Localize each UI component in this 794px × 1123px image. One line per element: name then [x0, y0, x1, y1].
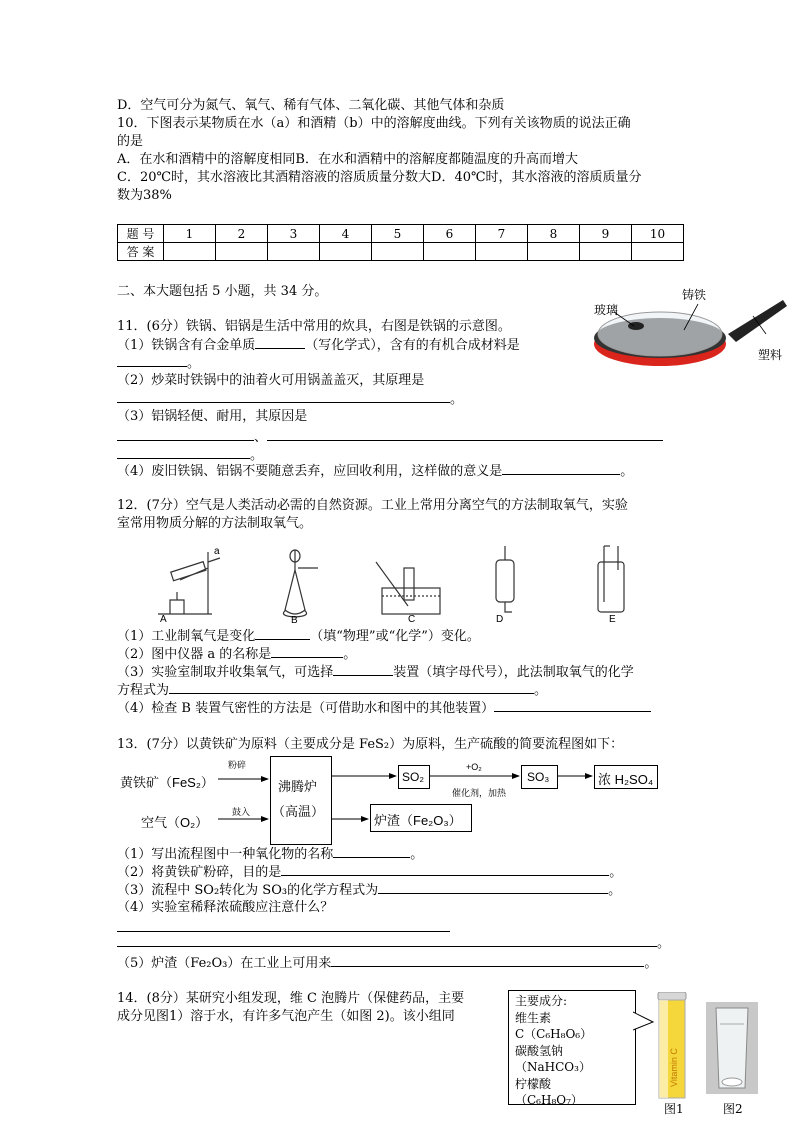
answer-table-answer-row — [118, 243, 684, 261]
q13-part5 — [117, 954, 657, 972]
answer-blank[interactable] — [117, 354, 187, 367]
answer-blank[interactable] — [117, 428, 254, 441]
ingredient-citric-acid-formula: （C₆H₈O₇） — [515, 1093, 583, 1105]
label-A: A — [160, 614, 167, 625]
q-number-cell: 10 — [632, 225, 684, 243]
q14-line2: 成分见图1）溶于水，有许多气泡产生（如图 2)。该小组同 — [117, 1009, 455, 1024]
answer-cell[interactable] — [372, 243, 424, 261]
ingredient-vitamin-formula: C（C₆H₈O₆） — [515, 1027, 593, 1041]
q10-stem-line1: 10．下图表示某物质在水（a）和酒精（b）中的溶解度曲线。下列有关该物质的说法正确 — [117, 116, 631, 131]
answer-blank[interactable] — [255, 336, 305, 349]
answer-table-number-row — [118, 225, 684, 243]
flow-o2: +O₂ — [466, 762, 482, 772]
ingredient-bicarbonate: 碳酸氢钠 — [515, 1043, 564, 1058]
q13-p2-end: 。 — [609, 865, 623, 880]
q12-p3-text-b: 装置（填字母代号），此法制取氧气的化学 — [393, 665, 634, 680]
q12-p3-end: 。 — [534, 683, 548, 698]
flow-air: 空气（O₂） — [141, 815, 209, 830]
q13-stem: 13．(7分）以黄铁矿为原料（主要成分是 FeS₂）为原料，生产硫酸的简要流程图如下： — [117, 737, 624, 752]
q13-p4-end: 。 — [657, 936, 671, 951]
flow-slag: 炉渣（Fe₂O₃） — [374, 813, 462, 828]
flow-so3: SO₃ — [527, 770, 550, 784]
q12-part4 — [117, 699, 651, 717]
q11-p4-end: 。 — [620, 464, 634, 479]
q14-line1: 14．(8分）某研究小组发现，维 C 泡腾片（保健药品，主要 — [117, 991, 465, 1006]
q12-p3-text-c: 方程式为 — [117, 683, 170, 698]
q12-stem-line2: 室常用物质分解的方法制取氧气。 — [117, 516, 313, 531]
figure1-caption: 图1 — [664, 1102, 684, 1116]
q11-p4-text: （4）废旧铁锅、铝锅不要随意丢弃，应回收利用，这样做的意义是 — [117, 464, 503, 479]
answer-blank[interactable] — [494, 699, 651, 712]
q13-p5-text: （5）炉渣（Fe₂O₃）在工业上可用来 — [117, 956, 332, 971]
q11-p1-text-a: （1）铁锅含有合金单质 — [117, 338, 256, 353]
label-B: B — [291, 615, 298, 625]
pan-handle — [728, 300, 787, 342]
ingredient-bicarbonate-formula: （NaHCO₃） — [515, 1060, 591, 1074]
q11-p3-end: 。 — [250, 448, 264, 463]
q12-p1-text-a: （1）工业制氧气是变化 — [117, 629, 256, 644]
q11-stem: 11．(6分）铁锅、铝锅是生活中常用的炊具，右图是铁锅的示意图。 — [117, 319, 511, 334]
q12-p4-text: （4）检查 B 装置气密性的方法是（可借助水和图中的其他装置） — [117, 701, 495, 716]
row-label-number: 题 号 — [118, 225, 164, 243]
label-E: E — [609, 614, 616, 625]
answer-blank[interactable] — [117, 390, 450, 403]
q11-part3-line — [117, 428, 663, 446]
ingredient-citric-acid: 柠檬酸 — [515, 1076, 552, 1091]
q11-p1-end: 。 — [187, 356, 201, 371]
q12-p2-text: （2）图中仪器 a 的名称是 — [117, 647, 272, 662]
flow-furnace-line1: 沸腾炉 — [278, 779, 318, 794]
q12-part1 — [117, 627, 480, 645]
fizzing-glass-figure — [706, 1002, 758, 1094]
flow-ore: 黄铁矿（FeS₂） — [120, 775, 214, 790]
answer-blank[interactable] — [271, 645, 343, 658]
answer-blank[interactable] — [169, 681, 534, 694]
label-D: D — [496, 614, 504, 625]
q11-part3: （3）铝锅轻便、耐用，其原因是 — [117, 409, 308, 424]
answer-cell[interactable] — [216, 243, 268, 261]
q13-part3 — [117, 881, 621, 899]
ingredients-callout — [508, 990, 636, 1105]
q13-part1 — [117, 845, 423, 863]
answer-table — [117, 224, 684, 261]
flow-feed: 鼓入 — [232, 807, 251, 817]
vitamin-c-tube-figure — [655, 992, 689, 1100]
row-label-answer: 答 案 — [118, 243, 164, 261]
figure2-caption: 图2 — [723, 1102, 743, 1116]
q-number-cell: 6 — [424, 225, 476, 243]
answer-blank[interactable] — [333, 663, 393, 676]
q12-p2-end: 。 — [343, 647, 357, 662]
flow-crush: 粉碎 — [228, 760, 247, 770]
q13-part4-line — [117, 934, 670, 952]
q12-stem-line1: 12．(7分）空气是人类活动必需的自然资源。工业上常用分离空气的方法制取氧气，实验 — [117, 498, 628, 513]
ingredient-vitamin: 维生素 — [515, 1010, 552, 1025]
flow-catalyst: 催化剂，加热 — [452, 788, 507, 798]
q11-part1-cont — [117, 354, 200, 372]
q12-p3-text-a: （3）实验室制取并收集氧气，可选择 — [117, 665, 334, 680]
answer-blank[interactable] — [255, 627, 310, 640]
answer-cell[interactable] — [632, 243, 684, 261]
answer-cell[interactable] — [268, 243, 320, 261]
flow-furnace-line2: （高温） — [272, 804, 325, 819]
q-number-cell: 7 — [476, 225, 528, 243]
label-plastic: 塑料 — [758, 348, 783, 362]
answer-blank[interactable] — [281, 863, 609, 876]
q12-part3-cont — [117, 681, 547, 699]
answer-cell[interactable] — [424, 243, 476, 261]
lab-apparatus-figure — [150, 540, 650, 625]
answer-blank[interactable] — [331, 954, 644, 967]
q13-p5-end: 。 — [644, 956, 658, 971]
q13-p2-text: （2）将黄铁矿粉碎，目的是 — [117, 865, 282, 880]
q9-option-d: D．空气可分为氮气、氧气、稀有气体、二氧化碳、其他气体和杂质 — [117, 98, 505, 113]
ingredients-title: 主要成分: — [515, 994, 568, 1008]
q13-part2 — [117, 863, 622, 881]
label-glass: 玻璃 — [594, 303, 619, 317]
frying-pan-figure — [588, 282, 788, 372]
answer-blank[interactable] — [378, 881, 608, 894]
q13-part4: （4）实验室稀释浓硫酸应注意什么？ — [117, 900, 334, 915]
q13-p1-text: （1）写出流程图中一种氧化物的名称 — [117, 847, 334, 862]
tube-label: Vitamin C — [669, 1048, 679, 1087]
q13-p1-end: 。 — [410, 847, 424, 862]
q-number-cell: 1 — [164, 225, 216, 243]
q-number-cell: 5 — [372, 225, 424, 243]
q10-option-d-cont: 数为38% — [117, 188, 172, 203]
answer-blank[interactable] — [117, 931, 450, 932]
q11-p3-sep: 、 — [254, 430, 268, 445]
q-number-cell: 2 — [216, 225, 268, 243]
callout-pointer — [633, 1010, 655, 1032]
flow-so2: SO₂ — [402, 770, 424, 784]
flow-acid: 浓 H₂SO₄ — [598, 772, 654, 787]
answer-blank[interactable] — [267, 428, 663, 441]
q12-part3 — [117, 663, 634, 681]
q10-options-cd: C．20℃时，其水溶液比其酒精溶液的溶质质量分数大D．40℃时，其水溶液的溶质质量分 — [117, 170, 642, 185]
q10-stem-line2: 的是 — [117, 134, 144, 149]
answer-cell[interactable] — [164, 243, 216, 261]
q-number-cell: 4 — [320, 225, 372, 243]
q11-p2-end: 。 — [450, 392, 464, 407]
q12-p1-text-b: （填“物理”或“化学”）变化。 — [310, 629, 480, 644]
label-instrument-a: a — [214, 546, 220, 557]
q11-part4 — [117, 462, 633, 480]
q-number-cell: 3 — [268, 225, 320, 243]
q11-part2-line — [117, 390, 463, 408]
answer-cell[interactable] — [476, 243, 528, 261]
answer-blank[interactable] — [117, 446, 250, 459]
q-number-cell: 8 — [528, 225, 580, 243]
q11-p1-text-b: （写化学式），含有的有机合成材料是 — [305, 338, 520, 353]
label-C: C — [408, 614, 416, 625]
q13-p3-text: （3）流程中 SO₂转化为 SO₃的化学方程式为 — [117, 883, 379, 898]
q10-options-ab: A．在水和酒精中的溶解度相同B．在水和酒精中的溶解度都随温度的升高而增大 — [117, 152, 578, 167]
answer-blank[interactable] — [502, 462, 620, 475]
answer-blank[interactable] — [117, 934, 657, 947]
label-iron: 铸铁 — [682, 288, 707, 302]
glass-lid — [598, 312, 722, 356]
answer-blank[interactable] — [333, 845, 410, 858]
q11-part2: （2）炒菜时铁锅中的油着火可用锅盖盖灭，其原理是 — [117, 373, 425, 388]
q13-p3-end: 。 — [608, 883, 622, 898]
answer-cell[interactable] — [320, 243, 372, 261]
q-number-cell: 9 — [580, 225, 632, 243]
q11-part1 — [117, 336, 520, 354]
answer-cell[interactable] — [528, 243, 580, 261]
q12-part2 — [117, 645, 356, 663]
answer-cell[interactable] — [580, 243, 632, 261]
section2-header: 二、本大题包括 5 小题，共 34 分。 — [117, 284, 328, 299]
